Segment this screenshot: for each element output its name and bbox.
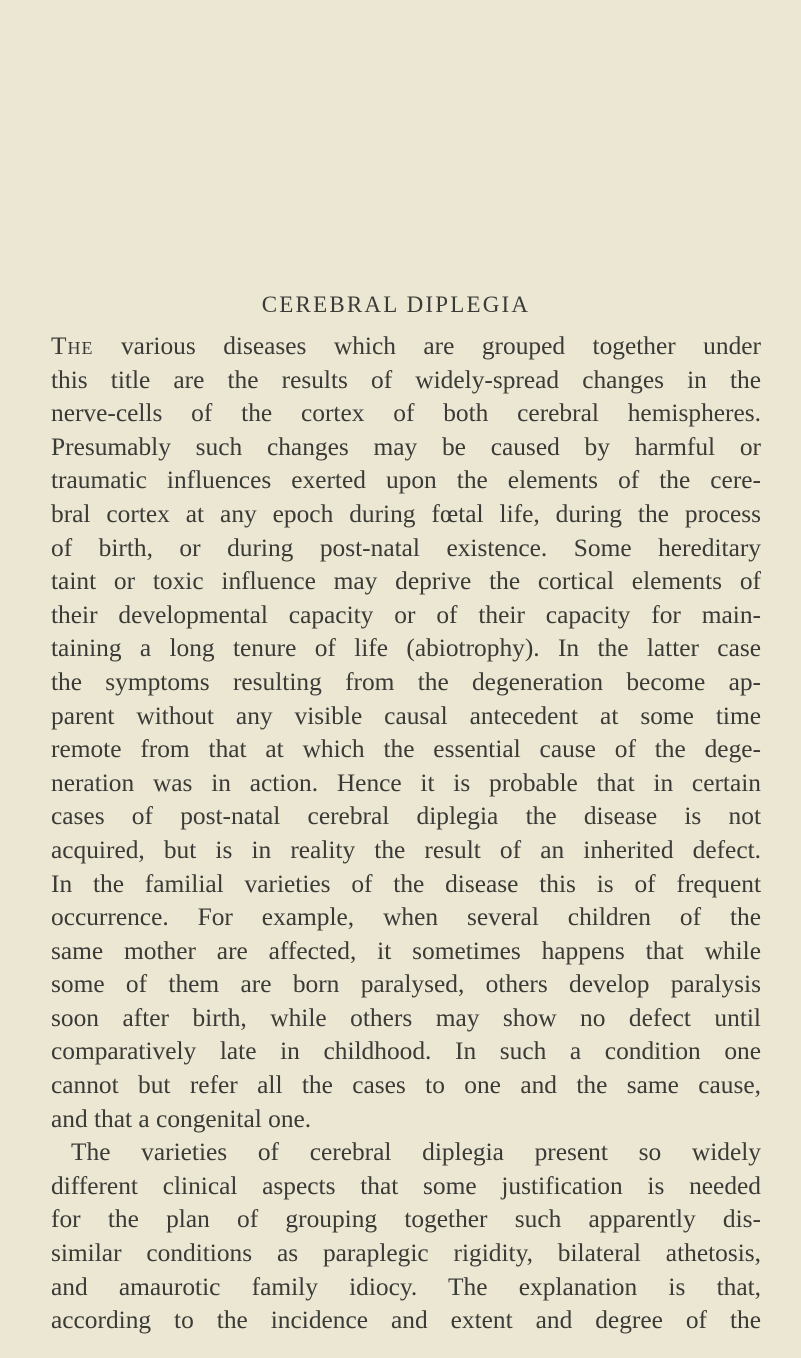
text-line: same mother are affected, it sometimes happens that while <box>51 936 761 965</box>
text-line: acquired, but is in reality the result of an inherited defect. <box>51 835 761 864</box>
paragraph-1 <box>51 330 761 1136</box>
text-line: their developmental capacity or of their capacity for main- <box>51 600 761 629</box>
text-line: according to the incidence and extent and degree of the <box>51 1306 761 1335</box>
text-line: and that a congenital one. <box>51 1104 312 1133</box>
text-line: soon after birth, while others may show no defect until <box>51 1003 761 1032</box>
text-line: nerve-cells of the cortex of both cerebral hemispheres. <box>51 399 761 428</box>
text-line: parent without any visible causal antecedent at some time <box>51 701 761 730</box>
text-line: similar conditions as paraplegic rigidity, bilateral athetosis, <box>51 1239 761 1268</box>
text-line: cannot but refer all the cases to one and the same cause, <box>51 1071 761 1100</box>
paragraph-2 <box>51 1136 761 1338</box>
body-text <box>51 330 761 1338</box>
text-line: and amaurotic family idiocy. The explanation is that, <box>51 1272 761 1301</box>
text-line: for the plan of grouping together such apparently dis- <box>51 1205 761 1234</box>
text-line: traumatic influences exerted upon the elements of the cere- <box>51 466 761 495</box>
chapter-heading: CEREBRAL DIPLEGIA <box>261 292 531 317</box>
text-line: the symptoms resulting from the degeneration become ap- <box>51 667 761 696</box>
text-line: taint or toxic influence may deprive the cortical elements of <box>51 567 761 596</box>
text-line: The various diseases which are grouped together under <box>51 332 761 360</box>
text-line: taining a long tenure of life (abiotrophy). In the latter case <box>51 634 761 663</box>
text-line: neration was in action. Hence it is probable that in certain <box>51 768 761 797</box>
text-line: of birth, or during post-natal existence. Some hereditary <box>51 533 761 562</box>
text-line: Presumably such changes may be caused by harmful or <box>51 432 761 461</box>
text-line: cases of post-natal cerebral diplegia the disease is not <box>51 802 761 831</box>
text-line: The varieties of cerebral diplegia present so widely <box>71 1138 761 1167</box>
text-line: occurrence. For example, when several children of the <box>51 903 761 932</box>
text-line: remote from that at which the essential cause of the dege- <box>51 735 761 764</box>
lead-word: The <box>51 332 94 360</box>
text-line: different clinical aspects that some justification is needed <box>51 1171 761 1200</box>
text-line: In the familial varieties of the disease this is of frequent <box>51 869 761 898</box>
text-line: comparatively late in childhood. In such a condition one <box>51 1037 761 1066</box>
text-line: this title are the results of widely-spread changes in the <box>51 365 761 394</box>
text-line: some of them are born paralysed, others develop paralysis <box>51 970 761 999</box>
text-line: bral cortex at any epoch during fœtal life, during the process <box>51 499 761 528</box>
